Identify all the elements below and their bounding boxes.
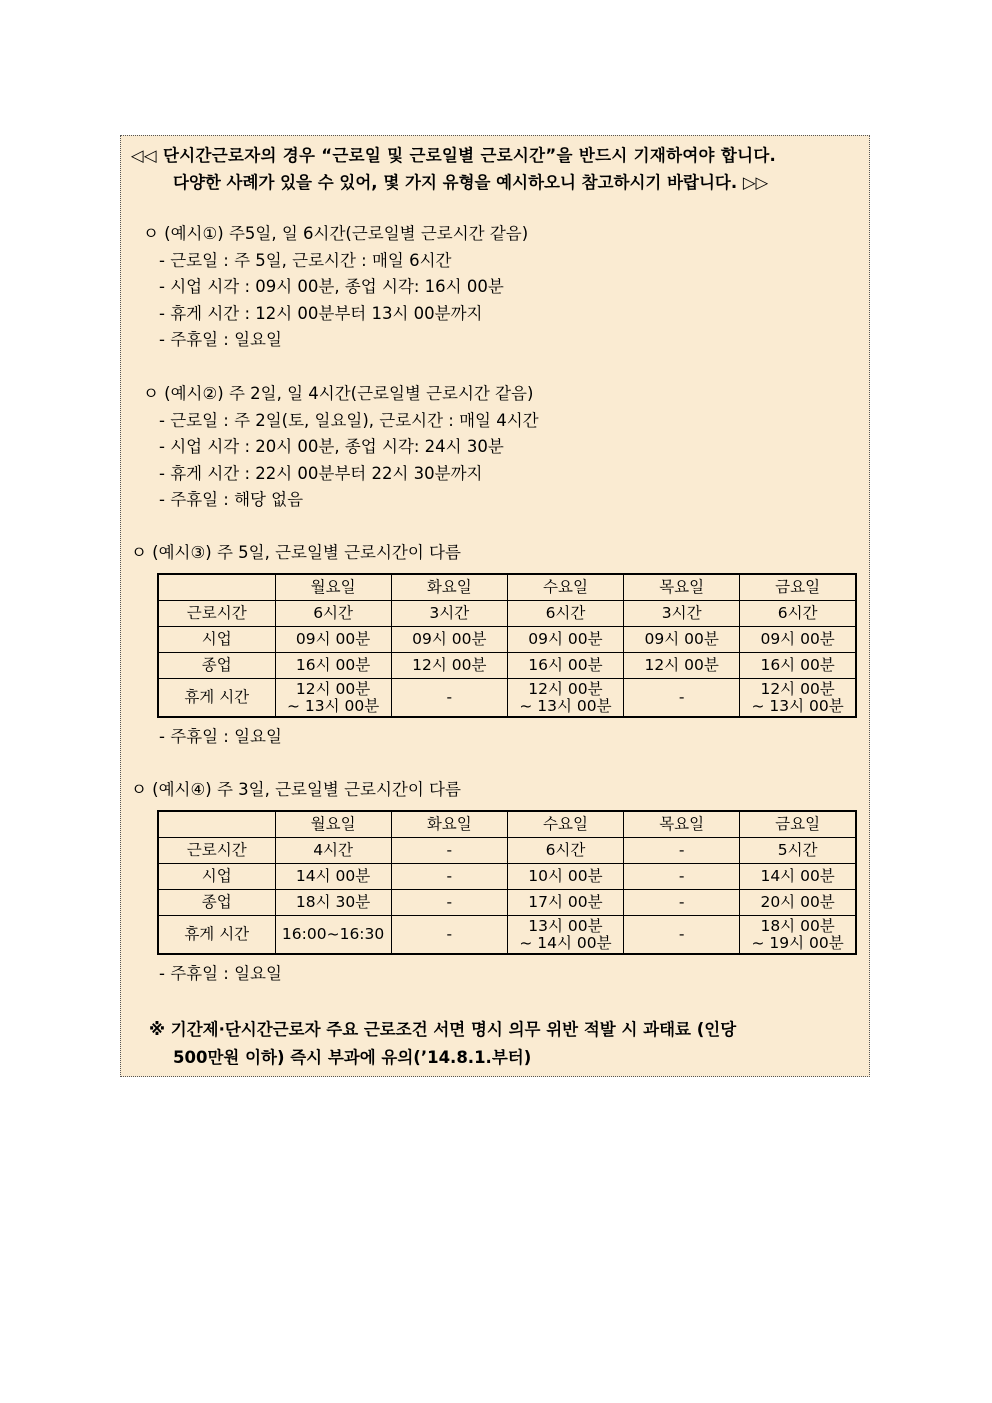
table-row <box>158 890 856 916</box>
table-cell <box>391 679 507 718</box>
table-cell: 12시 00분 <box>624 653 740 679</box>
table-cell <box>158 811 275 838</box>
row-label: 근로시간 <box>158 838 275 864</box>
row-label: 휴게 시간 <box>158 679 275 718</box>
table-cell <box>740 679 856 718</box>
table-header-cell: 화요일 <box>391 811 507 838</box>
table-cell: - <box>391 838 507 864</box>
table-cell: 3시간 <box>391 601 507 627</box>
table-cell <box>275 916 391 955</box>
table-cell <box>391 916 507 955</box>
cell-line: ~ 19시 00분 <box>751 933 844 952</box>
table-row <box>158 601 856 627</box>
table-header-cell: 화요일 <box>391 574 507 601</box>
intro-line-2: 다양한 사례가 있을 수 있어, 몇 가지 유형을 예시하오니 참고하시기 바랍니다. ▷▷ <box>173 173 769 192</box>
row-label: 종업 <box>158 653 275 679</box>
table-cell: 09시 00분 <box>507 627 623 653</box>
table-cell: 16시 00분 <box>740 653 856 679</box>
cell-line: 16:00~16:30 <box>281 925 385 943</box>
example2-heading: ㅇ (예시②) 주 2일, 일 4시간(근로일별 근로시간 같음) <box>143 384 534 403</box>
table-cell <box>624 916 740 955</box>
table-cell: 6시간 <box>507 601 623 627</box>
table-cell <box>624 679 740 718</box>
table-cell: - <box>624 838 740 864</box>
table-cell <box>507 916 623 955</box>
table-row <box>158 627 856 653</box>
cell-line: - <box>678 925 685 943</box>
table-cell: 4시간 <box>275 838 391 864</box>
cell-line: 12시 00분 <box>760 679 835 698</box>
table-cell: 09시 00분 <box>275 627 391 653</box>
example2-item: - 주휴일 : 해당 없음 <box>159 490 304 509</box>
table-header-cell: 금요일 <box>740 574 856 601</box>
example1-heading: ㅇ (예시①) 주5일, 일 6시간(근로일별 근로시간 같음) <box>143 224 529 243</box>
notice-box <box>120 135 870 1077</box>
example4-footnote: - 주휴일 : 일요일 <box>159 964 282 983</box>
example2-item: - 휴게 시간 : 22시 00분부터 22시 30분까지 <box>159 464 483 483</box>
table-header-row <box>158 811 856 838</box>
example1-item: - 근로일 : 주 5일, 근로시간 : 매일 6시간 <box>159 251 452 270</box>
cell-line: 13시 00분 <box>528 916 603 935</box>
table-cell <box>275 679 391 718</box>
table-cell: - <box>391 864 507 890</box>
cell-line: ~ 13시 00분 <box>286 696 380 715</box>
warning-line-2: 500만원 이하) 즉시 부과에 유의(’14.8.1.부터) <box>173 1048 532 1067</box>
cell-line: 12시 00분 <box>528 679 603 698</box>
table-header-cell: 월요일 <box>275 574 391 601</box>
example4-heading: ㅇ (예시④) 주 3일, 근로일별 근로시간이 다름 <box>131 780 461 799</box>
row-label: 종업 <box>158 890 275 916</box>
intro-line-1: ◁◁ 단시간근로자의 경우 “근로일 및 근로일별 근로시간”을 반드시 기재하여야 합니다. <box>131 146 777 165</box>
table-header-cell: 수요일 <box>507 811 623 838</box>
table-cell: 10시 00분 <box>507 864 623 890</box>
example2-item: - 근로일 : 주 2일(토, 일요일), 근로시간 : 매일 4시간 <box>159 411 539 430</box>
cell-line: 12시 00분 <box>295 679 371 698</box>
table-header-cell: 수요일 <box>507 574 623 601</box>
warning-line-1: ※ 기간제·단시간근로자 주요 근로조건 서면 명시 의무 위반 적발 시 과태료 (인당 <box>149 1020 737 1039</box>
table-cell: 6시간 <box>507 838 623 864</box>
table-cell: 18시 30분 <box>275 890 391 916</box>
table-cell: 14시 00분 <box>275 864 391 890</box>
row-label: 근로시간 <box>158 601 275 627</box>
table-row <box>158 679 856 718</box>
table-cell: 09시 00분 <box>740 627 856 653</box>
example4-table <box>157 810 857 955</box>
table-cell: 5시간 <box>740 838 856 864</box>
table-cell: 6시간 <box>275 601 391 627</box>
table-header-cell: 월요일 <box>275 811 391 838</box>
cell-line: ~ 13시 00분 <box>519 696 612 715</box>
cell-line: ~ 13시 00분 <box>751 696 844 715</box>
table-header-cell: 금요일 <box>740 811 856 838</box>
row-label: 시업 <box>158 864 275 890</box>
table-cell: 6시간 <box>740 601 856 627</box>
table-row <box>158 838 856 864</box>
table-cell: 14시 00분 <box>740 864 856 890</box>
table-cell: 17시 00분 <box>507 890 623 916</box>
cell-line: 18시 00분 <box>760 916 835 935</box>
example3-footnote: - 주휴일 : 일요일 <box>159 727 282 746</box>
table-cell: 20시 00분 <box>740 890 856 916</box>
table-cell: - <box>391 890 507 916</box>
row-label: 휴게 시간 <box>158 916 275 955</box>
cell-line: - <box>446 925 453 943</box>
table-cell: - <box>624 864 740 890</box>
table-cell: 16시 00분 <box>507 653 623 679</box>
cell-line: - <box>678 688 685 706</box>
table-cell <box>740 916 856 955</box>
table-header-cell: 목요일 <box>624 811 740 838</box>
example1-item: - 휴게 시간 : 12시 00분부터 13시 00분까지 <box>159 304 483 323</box>
cell-line: - <box>446 688 453 706</box>
table-cell <box>507 679 623 718</box>
table-cell: - <box>624 890 740 916</box>
table-cell: 12시 00분 <box>391 653 507 679</box>
example1-item: - 시업 시각 : 09시 00분, 종업 시각: 16시 00분 <box>159 277 504 296</box>
cell-line: ~ 14시 00분 <box>519 933 612 952</box>
table-cell: 09시 00분 <box>624 627 740 653</box>
table-cell <box>158 574 275 601</box>
table-row <box>158 916 856 955</box>
table-row <box>158 653 856 679</box>
example3-heading: ㅇ (예시③) 주 5일, 근로일별 근로시간이 다름 <box>131 543 461 562</box>
table-cell: 3시간 <box>624 601 740 627</box>
table-cell: 09시 00분 <box>391 627 507 653</box>
table-row <box>158 864 856 890</box>
table-header-row <box>158 574 856 601</box>
row-label: 시업 <box>158 627 275 653</box>
example2-item: - 시업 시각 : 20시 00분, 종업 시각: 24시 30분 <box>159 437 504 456</box>
example3-table <box>157 573 857 718</box>
table-header-cell: 목요일 <box>624 574 740 601</box>
table-cell: 16시 00분 <box>275 653 391 679</box>
example1-item: - 주휴일 : 일요일 <box>159 330 282 349</box>
